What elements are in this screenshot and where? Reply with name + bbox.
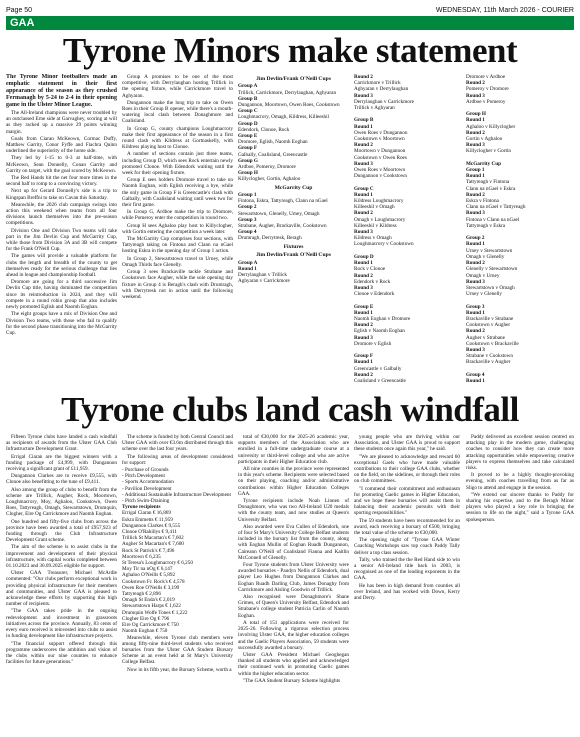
group-name: Group H [238,170,258,177]
fixture-heading: Round 3 [466,346,485,353]
group-name: Group D [238,120,258,127]
group-teams: Stewartstown, Glenelly, Urney, Omagh [238,210,320,217]
grant-item: Augher St Macartan's € 7,600 [122,541,184,548]
paragraph: Also awarded were Eva Cullen of Edendork, one of four St Mary's University College Belfast students included in the bursary list from the county, along with Eoghan Mullin of Eoghan Ruadh Dungannon, Caireann O'Neill of Coalisland Fianna and Kaitlin McConnell of Glenelly. [238,523,349,561]
article2-col5 [466,434,574,732]
fixture-heading: Round 2 [466,80,485,87]
article2-col3 [238,434,349,732]
paragraph: Group A promises to be one of the most competitive, with Derrylaughan hosting Trillick in the opening fixture, while Carrickmore travel to Aghyaran. [122,74,233,99]
grant-item: Naomh Eoghan € 750 [122,628,168,635]
fixture-line: Owen Roes v Dungannon [354,129,408,136]
paragraph: The opening night of "Tyrone GAA Winter Coaching Workshops saw top coach Paddy Tally deliver a top class session. [354,537,460,556]
group-name: Group B [238,95,258,102]
group-teams: Edendork, Clonoe, Rock [238,126,290,133]
fixture-heading: Group H [466,111,486,118]
fixture-heading: Group E [354,303,374,310]
fixture-heading: Round 3 [466,92,485,99]
grant-item: Eskra Emmetts € 11,959 [122,516,173,523]
fixtures-subheading: Jim Devlin/Frank O'Neill Cups [256,252,331,259]
fixture-line: Aghaloo v Killyclogher [466,123,516,130]
grant-item: Tattyreagh € 2,896 [122,591,161,598]
fixture-heading: Group 2 [466,235,485,242]
grant-item: Omagh St Enda's € 2,019 [122,597,175,604]
paragraph: They led by 1-15 to 0-3 at half-time, with McKeown, Sean Donnelly, Conan Garrity and Garrity on target, with the goal scored by McKeown. [6,155,117,174]
paragraph: Dromore are going for a third successive Jim Devlin Cup title, having dominated the competition since its reintroduction in 2024, and they will compete in a round robin group that also includes newly promoted Eglish and Naomh Eoghan. [6,279,117,311]
fixture-line: Dromore v Ardboe [466,74,506,80]
fixture-line: Cookstown v Brackaville [466,340,519,347]
paragraph: One hundred and fifty-five clubs from across the province have been awarded a total of £957,923 of funding through the Club Infrastructure Development Grant scheme. [6,518,117,544]
fixture-line: Ardboe v Pomeroy [466,98,506,105]
development-item: - Sports Accommodation [122,479,174,486]
headline-windfall: Tyrone clubs land cash windfall [61,390,519,429]
fixture-heading: Group F [354,353,374,360]
fixture-heading: Round 1 [466,173,485,180]
fixture-line: Cookstown v Moortown [354,136,405,143]
paragraph: He has been in high demand from counties all over Ireland, and has worked with Down, Kerry and Derry. [354,582,460,602]
fixture-line: Urney v Stewartstown [466,247,513,254]
group-teams: Killyclogher, Gortin, Aghaloo [238,176,301,183]
fixture-line: Clonoe v Edendork [354,291,395,298]
paragraph: Dungannon make the long trip to take on Owen Roes in their Group B opener, while there's a mouth-watering local clash between Donaghmore and Coalisland. [122,99,233,125]
group-name: Group G [238,157,258,164]
group-list [238,83,349,182]
fixture-line: Brackaville v Augher [466,359,511,366]
development-item: - Pitch Development [122,473,165,480]
group-name: Group F [238,145,258,152]
fixture-heading: Round 1 [354,260,373,267]
fixture-line: Omagh v Urney [466,272,500,279]
fixture-line: Augher v Strabane [466,334,505,341]
fixture-heading: Round 3 [466,210,485,217]
paragraph: The Red Hands hit the net four more times in the second half to romp to a convincing victory. [6,175,117,188]
fixture-heading: Round 2 [354,322,373,329]
grant-item: Eire Og Carrickmore € 750 [122,622,179,629]
fixture-heading: Round 2 [354,371,373,378]
fixture-line: Killeeshil v Omagh [354,204,395,211]
paragraph: A number of sections contain just three teams, including Group D, which sees Rock entertain newly promoted Clonoe. With Edendork waiting until the week for their opening fixture. [122,151,233,177]
grant-item: Clonoe O'Rahillys € 9,411 [122,529,177,536]
fixture-line: Brackaville v Strabane [466,315,514,322]
article1-col5 [466,74,574,384]
paragraph: Ulster GAA Treasurer, Michael McArdle commented: "Our clubs perform exceptional work in providing physical infrastructure for their members and communities, and Ulster GAA is pleased to acknowledge these efforts by supporting this high number of recipients. [6,570,117,608]
fixture-line: Cookstown v Augher [466,322,511,329]
fixture-line: Dungannon v Cookstown [354,173,408,180]
fixture-heading: Round 1 [466,309,485,316]
group-name: Group E [238,133,258,140]
grant-item: St Teresa's Loughmacrory € 6,250 [122,560,193,567]
grant-item: Moortown € 6,235 [122,553,161,560]
paragraph: Fifteen Tyrone clubs have landed a cash windfall as recipients of awards from the Ulster GAA Club Infrastructure Development Grant. [6,434,117,453]
grant-item: Trillick St Macartan's € 7,602 [122,535,184,542]
paragraph: The All-Ireland champions were never troubled by an outclassed Erne side at Garvaghey, scoring at will as they racked up a massive 29 points winning margin. [6,110,117,135]
paragraph: It proved to be a highly thought-provoking evening, with coaches travelling from as far as Sligo to attend and engage in the session. [466,472,574,491]
fixture-line: Fintona v Clann na nGael [466,216,520,223]
paragraph: A total of 151 applications were received for 2025-26. Following a rigorous selection process involving Ulster GAA, the higher education colleges and the Gaelic Players Association, 59 students were successfully awarded a bursary. [238,619,349,651]
paragraph: Tally, who trained the the Red Hand side to win a senior All-Ireland title back in 2003, is recognised as one of the leading exponents in the GAA. [354,556,460,582]
fixture-heading: Round 3 [466,142,485,149]
development-item: - Additional Sustainable Infrastructure Development [122,491,231,498]
paragraph: The games will provide a valuable platform for clubs the length and breadth of the county to get themselves ready for the serious challenge that lies ahead in league and championship football. [6,253,117,279]
fixture-line: Killeeshil v Kildress [354,222,397,229]
fixture-heading: Group A [238,259,258,266]
fixture-heading: Group C [354,185,374,192]
article1-col1 [6,74,117,384]
fixture-heading: Round 2 [466,129,485,136]
fixture-heading: Round 1 [354,359,373,366]
paragraph: In Group G, county champions Loughmacrory make their first appearance of the season in a first round clash with Kildress at Gortnaskelly, with Kildress playing host to Clonoe. [122,125,233,151]
article1-col4 [354,74,460,384]
fixture-heading: Round 1 [466,377,485,384]
fixture-heading: Round 1 [466,117,485,124]
fixtures-heading: Fixtures [283,243,304,250]
group-teams: Dromore, Eglish, Naomh Eoghan [238,139,308,146]
paragraph: The aim of the scheme is to assist clubs in the improvement and development of their physical infrastructure, with capital works completed between 01.10.2023 and 30.09.2025 eligible for support. [6,544,117,570]
fixture-line: Owen Roes v Moortown [354,167,406,174]
grant-item: Rock St Patrick's € 7,496 [122,547,175,554]
fixture-heading: Round 1 [354,123,373,130]
fixture-heading: Round 2 [466,328,485,335]
group-teams: Fintona, Eskra, Tattyreagh, Clann na nGael [238,198,328,205]
grant-item: Owen Roe O'Neills € 3,199 [122,584,180,591]
fixture-line: Greencastle v Galbally [354,365,402,372]
paragraph: Now in its fifth year, the Bursary Scheme, worth a [127,666,232,673]
fixture-line: Pomeroy v Dromore [466,86,509,93]
paragraph: "The financial support offered through this programme underscores the ambition and vision of the clubs within our nine counties to enhance facilities for future generations." [6,640,117,666]
fixture-line: Carrickmore v Trillick [354,80,401,87]
section-bar [6,16,574,30]
fixture-heading: McGarrity Cup [466,160,502,167]
development-item: - Pitch Swim-Draining [122,498,170,505]
fixture-line: Aghyaran v Derrylaughan [354,86,409,93]
fixture-line: Clann na nGael v Tattyreagh [466,204,526,211]
fixture-line: Cookstown v Owen Roes [354,154,407,161]
article1-col3 [238,74,349,384]
article2-col2 [122,434,233,732]
recipients-heading: Tyrone recipients [122,504,161,511]
group-teams: Galbally, Coalisland, Greencastle [238,151,308,158]
fixture-heading: Round 3 [354,229,373,236]
fixture-line: Aghyaran v Carrickmore [238,278,290,285]
fixture-line: Kildress v Omagh [354,235,392,242]
article1-col2 [122,74,233,384]
fixture-line: Tattyreagh v Eskra [466,222,506,229]
fixture-heading: Round 2 [354,74,373,80]
masthead [6,6,574,16]
paragraph: In Group 2, Stewartstown travel to Urney, while Omagh Thirds face Glenelly. [122,255,233,268]
paragraph: The scheme is funded by both Central Council and Ulster GAA with over €3.6m distributed through this scheme over the last four years. [122,434,233,453]
paragraph: Four Tyrone students from Ulster University were awarded bursaries - Paudyn Nellis of Edendork, dual player Leo Hughes from Dungannon Clarkes and Eoghan Ruadh Darling Club, James Donaghy from Carrickmore and Aisling Goodwin of Trillick. [238,562,349,593]
fixture-heading: Round 3 [354,334,373,341]
paragraph: "I commend their commitment and enthusiasm for promoting Gaelic games in Higher Education, and we hope these bursaries will assist them in balancing their academic pursuits with their sporting responsibilities." [354,485,460,517]
fixture-line: Derrylaughan v Carrickmore [354,98,414,105]
paragraph: The following areas of development considered for support: [122,453,233,466]
grant-item: Errigal Ciaran € 16,869 [122,510,171,517]
paragraph: The eight groups have a mix of Division One and Division Two teams, with those who fail to qualify for the second phase transitioning into the McGarrity Cup. [6,311,117,336]
fixture-line: Rock v Clonoe [354,266,386,273]
development-list [122,467,233,504]
paragraph: Goals from Ciaran McKeown, Cormac Duffy, Matthew Garrity, Conor Fyffe and Fiachra Quinn underlined the superiority of the home side. [6,135,117,155]
paragraph: Meanwhile, the 2026 club campaign swings into action this weekend when teams from all four divisions launch themselves into the pre-season competitions. [6,201,117,227]
paragraph: "We extend our sincere thanks to Paddy for sharing his expertise, and to the Beragh Minor players who played a key role in bringing the session to life on the night," said a Tyrone GAA spokesperson. [466,491,574,523]
paragraph: Also among the group of clubs to benefit from the scheme are Trillick, Augher, Rock, Moortown, Loughmacrory, Moy, Aghaloo, Cookstown, Owen Roes, Tattyreagh, Omagh, Stewartstown, Drumquin, Clogher, Eire Og Carrickmore and Naomh Eoghan. [6,486,117,518]
fixture-line: Omagh v Loughmacrory [354,216,406,223]
fixture-heading: Round 3 [354,92,373,99]
paragraph: Errigal Ciaran are the biggest winners with a funding package of £4,999, with Dungannon receiving a significant grant of £11,959. [6,453,117,473]
paragraph: All nine counties in the province were represented in this year's scheme. Recipients were selected based on their playing, coaching and/or administrative contributions within Higher Education Colleges GAA. [238,466,349,497]
group-name: Group C [238,108,258,115]
paragraph: Division One and Division Two teams will take part in the Jim Devlin Cup and McGarrity Cup, while those from Division 3A and 3B will compete for the Frank O'Neill Cup. [6,227,117,253]
paragraph: Meanwhile, eleven Tyrone club members were among fifty-nine third-level students who received bursaries from the Ulster GAA Student Bursary Scheme at an event held at St Mary's University College Belfast. [122,634,233,666]
fixture-line: Gortin v Aghaloo [466,136,503,143]
fixture-line: Naomh Eoghan v Dromore [354,315,411,322]
fixture-list [354,74,460,384]
groups-heading: McGarrity Cup [274,184,313,191]
grant-list [122,510,233,634]
fixture-line: Glenelly v Stewartstown [466,266,518,273]
paragraph: "We are pleased to acknowledge and reward 60 exceptional Gaels who have made valuable contributions to their college GAA clubs, whether on the field, on the sidelines, or through their roles on club committees. [354,453,460,485]
paragraph: "The GAA Student Bursary Scheme highlights [243,677,341,684]
grant-item: Moy Tir na nOg € 6,147 [122,566,173,573]
fixture-line: Clann na nGael v Eskra [466,185,516,192]
fixture-heading: Round 3 [466,278,485,285]
paragraph: Group H sees Aghaloo play host to Killyclogher, with Gortin entering the competition a week later. [122,222,233,235]
fixture-heading: Round 1 [354,191,373,198]
fixture-line: Loughmacrory v Cookstown [354,241,414,248]
fixture-heading: Group 4 [466,371,485,378]
paragraph: Group E sees holders Dromore travel to take on Naomh Eoghan, with Eglish receiving a bye, while the only game in Group F is Greencastle's clash with Galbally, with Coalisland waiting until week two for their first game. [122,177,233,209]
article1-standfirst: The Tyrone Minor footballers made an emphatic statement in their first appearance of the season as they crushed Fermanagh by 5-24 to 2-4 in their opening game in the Ulster Minor League. [6,74,117,108]
paragraph: young people who are thriving within our Association, and Ulster GAA is proud to support these students once again this year," he said. [354,434,460,453]
fixture-heading: Round 1 [238,265,257,272]
page-number: Page 50 [6,7,33,14]
grant-item: Aghaloo O'Neills € 5,892 [122,572,176,579]
headline-minors: Tyrone Minors make statement [62,31,518,70]
issue-date: WEDNESDAY, 11th March 2026 - COURIER [435,7,574,14]
article2-col4 [354,434,460,732]
group-name: Group 2 [238,204,257,211]
group-name: Group 3 [238,216,257,223]
fixture-line: Derrylaughan v Trillick [238,271,287,278]
fixture-line: Urney v Glenelly [466,291,503,298]
grant-item: Stewartstown Harps € 1,622 [122,603,181,610]
group-name: Group A [238,83,258,90]
paragraph: total of €30,000 for the 2025-26 academic year, supports members of the Association who are enrolled in a full-time undergraduate course at a university or third-level college and who are active participants in their Higher Education club. [238,434,349,465]
fixture-list [466,74,574,384]
fixture-line: Stewartstown v Omagh [466,284,515,291]
fixture-heading: Round 2 [354,272,373,279]
paragraph: In Group G, Ardboe make the trip to Dromore, while Pomeroy enter the competition in round two. [122,209,233,222]
fixture-heading: Round 2 [466,191,485,198]
paragraph: Group 3 sees Brackaville tackle Strabane and Cookstown face Augher, while the sole opening day fixture in Group 4 is Beragh's clash with Drumragh, with Derrytresk not in action until the following weekend. [122,269,233,300]
fixture-heading: Round 2 [354,210,373,217]
group-teams: Dungannon, Moortown, Owen Roes, Cookstown [238,102,340,109]
paragraph: The McGarrity Cup comprises four sections, with Tattyreagh taking on Fintona and Clann na nGael hosting Eskra in the opening day of Group 1 action. [122,236,233,255]
group-teams: Ardboe, Pomeroy, Dromore [238,164,296,171]
fixture-line: Trillick v Aghyaran [354,105,395,112]
fixture-line: Tattyreagh v Fintona [466,179,510,186]
paragraph: Also recognised were Donaghmore's Shane Grimes, of Queen's University Belfast, Edendork and Strabane's college student Patricia Carlin of Naomh Eoghan. [238,594,349,619]
fixture-heading: Round 1 [466,241,485,248]
development-item: - Pavilion Development [122,485,172,492]
paragraph: Paddy delivered an excellent session centred on attacking play in the modern game, challenging coaches to consider how they can create more attacking opportunities while empowering creative players to express themselves and take calculated risks. [466,434,574,472]
group-name: Group 1 [238,192,257,199]
fixture-line: Kildress Loughmacrory [354,198,404,205]
fixture-line: Strabane v Cookstown [466,353,513,360]
fixture-line: Moortown v Dungannon [354,148,406,155]
group-name: Group 4 [238,229,257,236]
fixture-heading: Group 3 [466,303,485,310]
fixture-heading: Round 2 [354,142,373,149]
fixture-heading: Group D [354,253,374,260]
grant-item: Cookstown Fr. Rock's € 4,578 [122,578,185,585]
fixture-line: Omagh v Glenelly [466,253,505,260]
paragraph: Ulster GAA President Michael Geoghegan thanked all students who applied and acknowledged their continued work in promoting Gaelic games within the higher education sector. [238,651,349,677]
paragraph: "The GAA takes pride in the ongoing redevelopment and investment in grassroots initiatives across the province. Annually, 83 cents of every euro received is reinvested into clubs to assist in funding development like infrastructure projects. [6,608,117,640]
fixture-heading: Group 1 [466,167,485,174]
group-teams: Drumragh, Derrytresk, Beragh [238,235,302,242]
fixture-heading: Round 3 [354,284,373,291]
section-label: GAA [10,17,35,29]
article2-col1 [6,434,117,732]
fixture-line: Eskra v Fintona [466,198,499,205]
fixture-line: Dromore v Eglish [354,340,392,347]
fixture-line: Killyclogher v Gortin [466,148,511,155]
grant-item: Dungannon Clarkes € 9,555 [122,522,181,529]
fixture-heading: Round 2 [466,260,485,267]
fixture-line: Edendork v Rock [354,278,391,285]
development-item: - Purchase of Grounds [122,467,169,474]
group-teams: Trillick, Carrickmore, Derrylaughan, Aghyaran [238,89,337,96]
fixture-list [238,260,349,285]
fixture-heading: Round 1 [354,309,373,316]
group-teams: Strabane, Augher, Brackaville, Cookstown [238,223,327,230]
paragraph: Next up for Gerard Donnelly's side is a trip to Kingspan Breffni to take on Cavan this Saturday. [6,188,117,201]
grant-item: Drumquin Wolfe Tones € 1,222 [122,609,188,616]
groups-heading: Jim Devlin/Frank O'Neill Cups [256,76,331,82]
grant-item: Clogher Eire Og € 796 [122,615,170,622]
fixture-heading: Group B [354,117,374,124]
fixture-heading: Round 3 [354,160,373,167]
paragraph: Dungannon Clarkes are to receive £9,555, with Clonoe also benefitting to the tune of £9,411. [6,473,117,486]
fixture-line: Eglish v Naomh Eoghan [354,328,405,335]
fixture-line: Coalisland v Greencastle [354,377,406,384]
paragraph: Tyrone recipients include Noah Linnen of Donaghmore, who was two All-Ireland U20 medals with the county team, and now studies at Queen's University Belfast. [238,498,349,523]
group-teams: Loughmacrory, Omagh, Kildress, Killeeshil [238,114,330,121]
group-list [238,192,349,242]
paragraph: The 59 students have been recommended for an award, each receiving a bursary of €500, bringing the total value of the scheme to €30,000. [354,517,460,537]
